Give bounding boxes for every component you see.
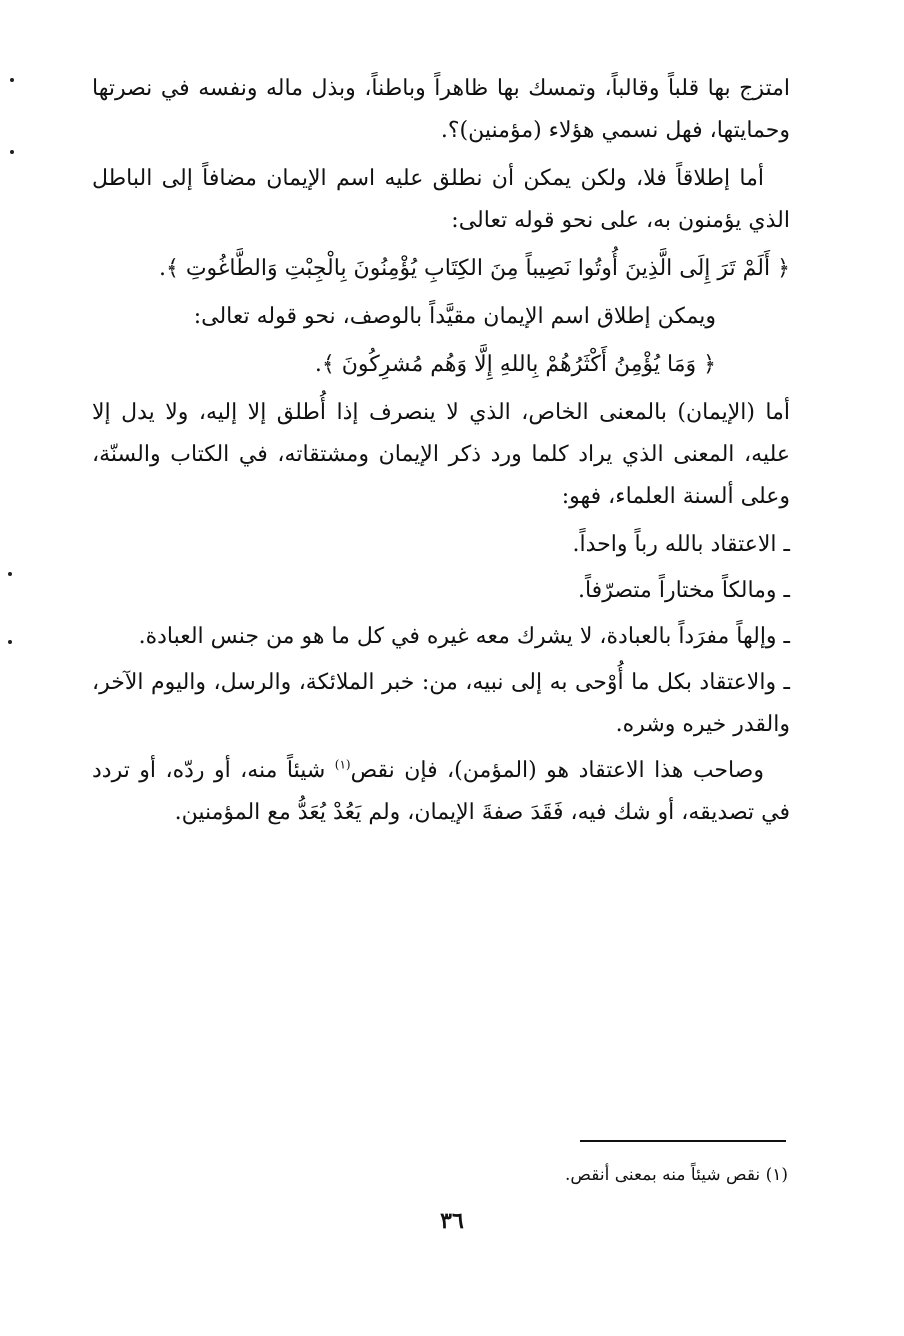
paragraph: أما (الإيمان) بالمعنى الخاص، الذي لا ينصرف إذا أُطلق إلا إليه، ولا يدل إلا عليه، المعنى الذي يراد كلما ورد ذكر الإيمان ومشتقاته، في الكتاب والسنّة، وعلى ألسنة العلماء، فهو: [92,400,790,509]
list-item: ـ الاعتقاد بالله رباً واحداً. [572,532,790,557]
list-item: ـ والاعتقاد بكل ما أُوْحى به إلى نبيه، من: خبر الملائكة، والرسل، واليوم الآخر، والقدر خيره وشره. [92,670,790,737]
paragraph-text: وصاحب هذا الاعتقاد هو (المؤمن)، فإن نقص [350,758,764,783]
page-body [92,68,790,840]
list-item: ـ ومالكاً مختاراً متصرّفاً. [577,578,790,603]
footnote-text: نقص شيئاً منه بمعنى أنقص. [565,1165,761,1185]
footnote-reference: (١) [334,757,351,772]
paragraph-text: شيئاً منه، أو ردّه، أو تردد في تصديقه، أو شك فيه، فَقَدَ صفةَ الإيمان، ولم يَعُدْ يُعَدُّ مع المؤمنين. [92,758,790,825]
footnote-marker: (١) [765,1165,788,1185]
footnote-divider [580,1140,786,1142]
paragraph: ويمكن إطلاق اسم الإيمان مقيَّداً بالوصف، نحو قوله تعالى: [193,304,716,329]
page-number: ٣٦ [440,1208,464,1234]
margin-mark [8,640,12,644]
quran-verse: ﴿ وَمَا يُؤْمِنُ أَكْثَرُهُمْ بِاللهِ إِلَّا وَهُم مُشرِكُونَ ﴾. [314,352,716,377]
margin-mark [10,150,14,154]
paragraph [92,750,790,834]
paragraph: امتزج بها قلباً وقالباً، وتمسك بها ظاهراً وباطناً، وبذل ماله ونفسه في نصرتها وحمايتها، فهل نسمي هؤلاء (مؤمنين)؟. [92,76,790,143]
margin-mark [8,572,12,576]
quran-verse: ﴿ أَلَمْ تَرَ إِلَى الَّذِينَ أُوتُوا نَصِيباً مِنَ الكِتَابِ يُؤْمِنُونَ بِالْجِبْتِ وَالطَّاغُوتِ ﴾. [158,256,790,281]
footnote [400,1160,788,1190]
margin-mark [10,78,14,82]
paragraph: أما إطلاقاً فلا، ولكن يمكن أن نطلق عليه اسم الإيمان مضافاً إلى الباطل الذي يؤمنون به، على نحو قوله تعالى: [92,166,790,233]
list-item: ـ وإلهاً مفرَداً بالعبادة، لا يشرك معه غيره في كل ما هو من جنس العبادة. [138,624,790,649]
